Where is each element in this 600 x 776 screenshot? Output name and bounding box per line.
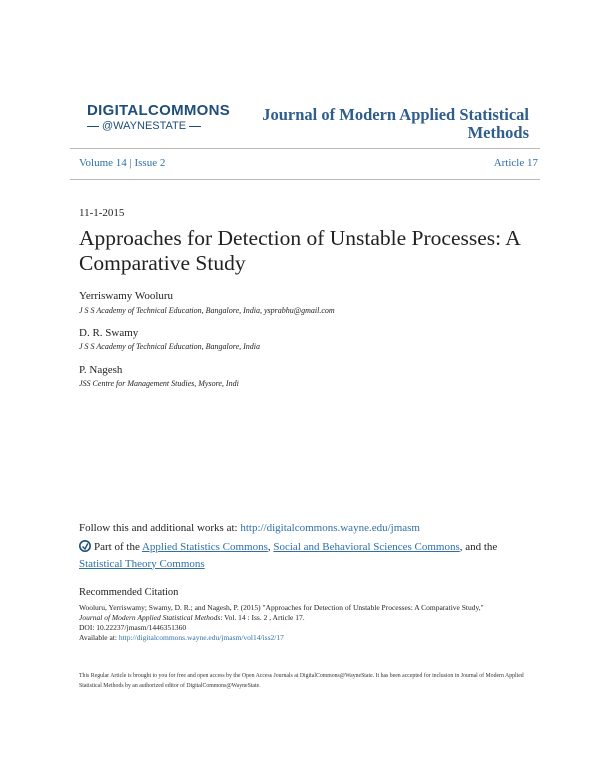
journal-title[interactable]: Journal of Modern Applied Statistical Methods [262,105,529,142]
author-affiliation: J S S Academy of Technical Education, Bangalore, India, ysprabhu@gmail.com [79,306,335,315]
author-affiliation: JSS Centre for Management Studies, Mysore, Indi [79,379,239,388]
logo-wayne-state: @WAYNESTATE [102,120,187,132]
citation-line2 [79,613,539,623]
logo-dash-left [87,126,99,127]
network-commons-icon [79,540,91,557]
follow-text: Follow this and additional works at: [79,522,241,534]
part-of-sep1: , [267,541,274,553]
logo-dash-right [189,126,201,127]
author-name: Yerriswamy Wooluru [79,290,174,302]
citation-available [79,633,539,643]
article-title: Approaches for Detection of Unstable Processes: A Comparative Study [79,226,520,275]
part-of-sep2: , and the [459,541,498,553]
part-of-prefix: Part of the [94,541,142,553]
follow-url-link[interactable]: http://digitalcommons.wayne.edu/jmasm [240,522,420,534]
available-prefix: Available at: [79,633,119,642]
volume-issue [79,157,165,169]
applied-statistics-commons-link[interactable]: Applied Statistics Commons [141,541,268,553]
recommended-citation [79,603,539,643]
header-divider-top [70,148,540,149]
volume-issue-separator: | [129,157,132,169]
social-behavioral-sciences-commons-link[interactable]: Social and Behavioral Sciences Commons [273,541,460,553]
follow-line [79,522,420,534]
citation-journal: Journal of Modern Applied Statistical Methods [79,613,221,622]
article-number[interactable]: Article 17 [493,157,538,169]
statistical-theory-commons-link[interactable]: Statistical Theory Commons [79,557,205,570]
open-access-note: This Regular Article is brought to you for free and open access by the Open Access Journals at DigitalCommons@WayneState. It has been accepted for inclusion in Journal of Modern Applied Statistical Methods by an authorized editor of DigitalCommons@WayneState. [79,673,524,689]
part-of-commons [79,540,539,571]
citation-line1: Wooluru, Yerriswamy; Swamy, D. R.; and Nagesh, P. (2015) "Approaches for Detection of Unstable Processes: A Comparative Study," [79,603,484,612]
citation-vol: : Vol. 14 : Iss. 2 , Article 17. [220,613,305,622]
volume-link[interactable]: Volume 14 [79,157,127,169]
citation-doi: DOI: 10.22237/jmasm/1446351360 [79,623,187,632]
issue-link[interactable]: Issue 2 [134,157,166,169]
header-divider-bottom [70,179,540,180]
author-affiliation: J S S Academy of Technical Education, Bangalore, India [79,342,261,351]
author-name: D. R. Swamy [79,327,139,339]
available-url-link[interactable]: http://digitalcommons.wayne.edu/jmasm/vol14/iss2/17 [118,633,284,642]
digitalcommons-logo-top[interactable]: DIGITALCOMMONS [87,102,231,119]
publication-date: 11-1-2015 [79,207,125,219]
recommended-citation-heading: Recommended Citation [79,587,179,598]
digitalcommons-logo-bottom[interactable] [87,120,201,132]
author-name: P. Nagesh [79,364,123,376]
